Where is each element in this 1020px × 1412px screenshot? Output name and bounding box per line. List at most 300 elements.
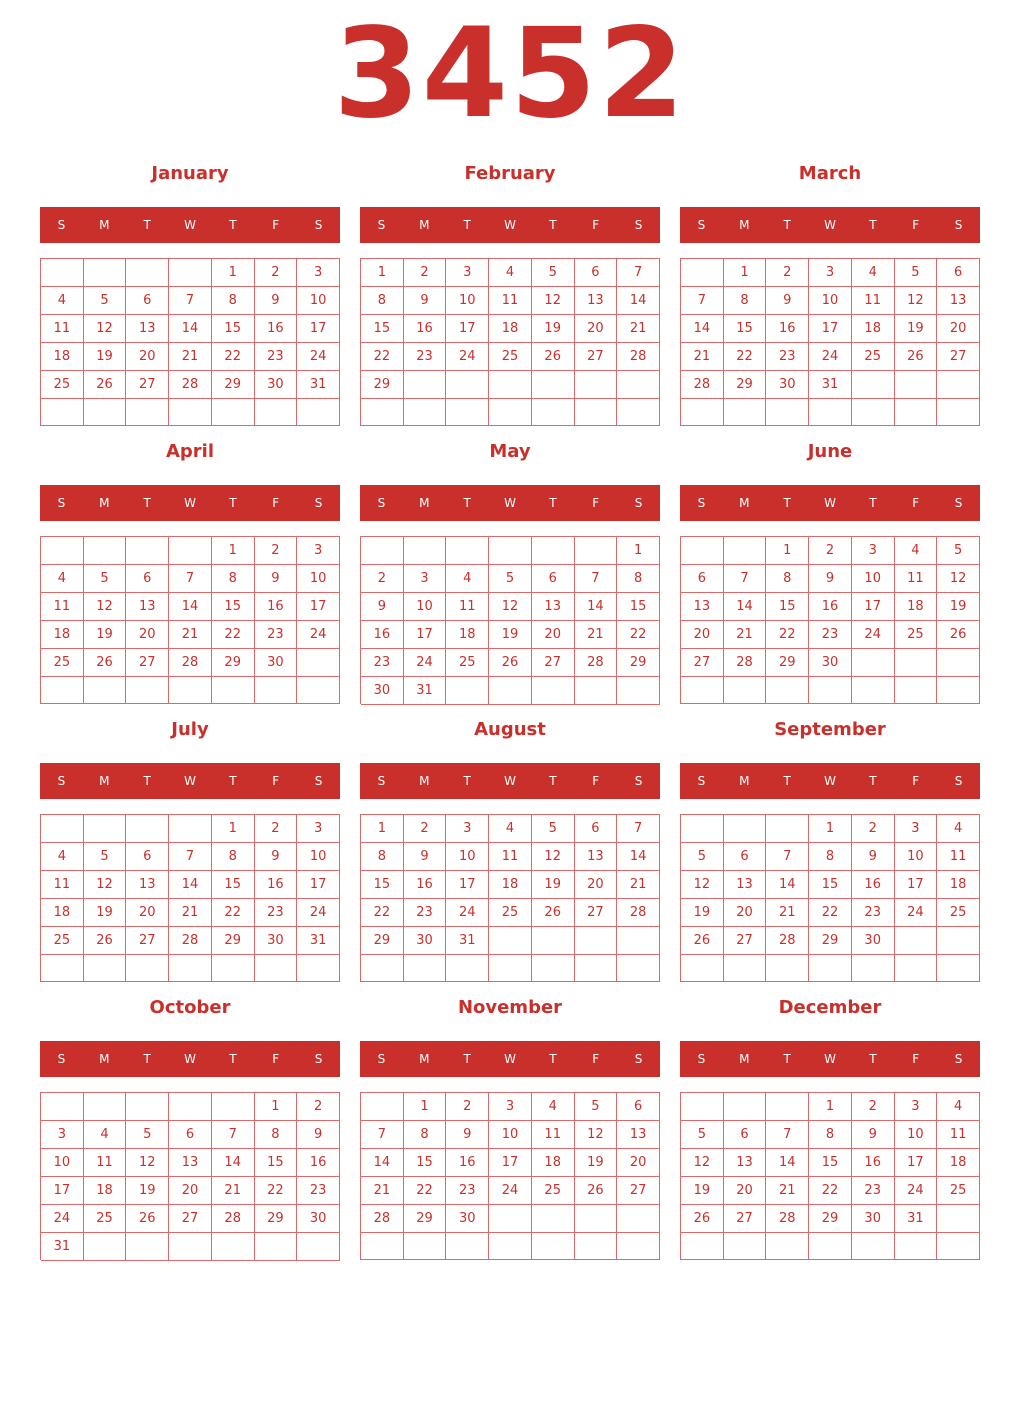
weekday-label: S bbox=[697, 1052, 706, 1066]
day-grid bbox=[360, 814, 660, 982]
day-cell bbox=[489, 677, 532, 705]
day-cell: 21 bbox=[724, 621, 767, 649]
day-cell: 13 bbox=[724, 871, 767, 899]
day-cell: 11 bbox=[895, 565, 938, 593]
day-cell: 1 bbox=[255, 1093, 298, 1121]
weekday-header bbox=[680, 1041, 980, 1077]
weekday-label: T bbox=[549, 218, 557, 232]
day-cell bbox=[404, 537, 447, 565]
day-cell bbox=[575, 927, 618, 955]
day-cell bbox=[809, 955, 852, 982]
day-cell bbox=[617, 955, 660, 982]
day-cell bbox=[766, 815, 809, 843]
weekday-label: F bbox=[912, 496, 920, 510]
day-cell bbox=[724, 537, 767, 565]
day-cell: 16 bbox=[404, 315, 447, 343]
weekday-label: T bbox=[869, 774, 877, 788]
day-cell: 19 bbox=[532, 871, 575, 899]
day-cell bbox=[681, 815, 724, 843]
day-cell: 25 bbox=[895, 621, 938, 649]
day-cell: 28 bbox=[169, 927, 212, 955]
day-cell: 20 bbox=[126, 621, 169, 649]
day-cell bbox=[681, 259, 724, 287]
day-cell: 15 bbox=[809, 871, 852, 899]
day-cell: 30 bbox=[404, 927, 447, 955]
day-cell bbox=[446, 371, 489, 399]
day-cell: 16 bbox=[809, 593, 852, 621]
day-cell: 14 bbox=[361, 1149, 404, 1177]
day-cell: 4 bbox=[852, 259, 895, 287]
weekday-label: T bbox=[783, 774, 791, 788]
day-cell bbox=[937, 649, 980, 677]
day-cell bbox=[766, 399, 809, 426]
day-cell: 19 bbox=[895, 315, 938, 343]
day-cell: 13 bbox=[126, 315, 169, 343]
day-cell bbox=[126, 677, 169, 704]
day-cell: 5 bbox=[575, 1093, 618, 1121]
day-cell: 25 bbox=[41, 649, 84, 677]
day-cell: 8 bbox=[766, 565, 809, 593]
day-cell: 14 bbox=[724, 593, 767, 621]
weekday-label: S bbox=[697, 218, 706, 232]
weekday-label: W bbox=[184, 774, 196, 788]
weekday-label: T bbox=[143, 496, 151, 510]
day-cell: 26 bbox=[895, 343, 938, 371]
day-cell bbox=[126, 815, 169, 843]
weekday-label: W bbox=[504, 774, 516, 788]
day-cell: 2 bbox=[446, 1093, 489, 1121]
day-cell: 10 bbox=[446, 843, 489, 871]
day-cell bbox=[809, 1233, 852, 1260]
day-cell: 15 bbox=[404, 1149, 447, 1177]
weekday-label: S bbox=[57, 496, 66, 510]
day-cell: 11 bbox=[41, 593, 84, 621]
day-cell: 19 bbox=[681, 1177, 724, 1205]
weekday-label: F bbox=[592, 218, 600, 232]
day-cell bbox=[852, 371, 895, 399]
day-cell bbox=[41, 399, 84, 426]
day-cell bbox=[532, 955, 575, 982]
day-cell: 11 bbox=[489, 287, 532, 315]
day-cell bbox=[169, 815, 212, 843]
day-cell: 28 bbox=[212, 1205, 255, 1233]
day-cell: 14 bbox=[169, 593, 212, 621]
month-name: January bbox=[151, 163, 229, 184]
day-cell: 23 bbox=[361, 649, 404, 677]
weekday-label: T bbox=[869, 218, 877, 232]
day-cell: 11 bbox=[84, 1149, 127, 1177]
day-cell bbox=[404, 399, 447, 426]
day-cell bbox=[126, 259, 169, 287]
day-cell: 4 bbox=[41, 287, 84, 315]
day-cell: 1 bbox=[361, 259, 404, 287]
weekday-label: T bbox=[869, 1052, 877, 1066]
day-cell: 20 bbox=[126, 899, 169, 927]
weekday-label: W bbox=[824, 218, 836, 232]
day-cell: 6 bbox=[724, 1121, 767, 1149]
day-cell: 10 bbox=[852, 565, 895, 593]
day-cell: 27 bbox=[681, 649, 724, 677]
day-cell: 14 bbox=[766, 871, 809, 899]
day-cell bbox=[532, 927, 575, 955]
day-cell: 27 bbox=[532, 649, 575, 677]
weekday-label: F bbox=[912, 774, 920, 788]
weekday-header bbox=[680, 485, 980, 521]
day-cell bbox=[489, 1233, 532, 1260]
day-cell bbox=[724, 1233, 767, 1260]
day-cell bbox=[212, 1233, 255, 1261]
weekday-header bbox=[40, 485, 340, 521]
day-cell: 8 bbox=[255, 1121, 298, 1149]
day-cell bbox=[169, 677, 212, 704]
day-cell: 14 bbox=[681, 315, 724, 343]
day-cell: 8 bbox=[212, 287, 255, 315]
day-cell: 21 bbox=[169, 621, 212, 649]
weekday-label: S bbox=[377, 218, 386, 232]
day-cell: 20 bbox=[617, 1149, 660, 1177]
day-cell bbox=[41, 955, 84, 982]
weekday-label: M bbox=[99, 1052, 110, 1066]
weekday-label: W bbox=[824, 774, 836, 788]
day-cell bbox=[446, 1233, 489, 1260]
day-cell: 27 bbox=[126, 371, 169, 399]
day-cell: 18 bbox=[84, 1177, 127, 1205]
day-grid bbox=[680, 536, 980, 704]
day-cell: 8 bbox=[212, 565, 255, 593]
day-cell: 20 bbox=[724, 1177, 767, 1205]
day-cell: 22 bbox=[404, 1177, 447, 1205]
day-cell: 29 bbox=[809, 927, 852, 955]
day-cell: 7 bbox=[617, 815, 660, 843]
day-cell: 19 bbox=[575, 1149, 618, 1177]
day-cell: 8 bbox=[361, 843, 404, 871]
day-cell: 19 bbox=[84, 899, 127, 927]
weekday-label: T bbox=[143, 1052, 151, 1066]
day-cell: 18 bbox=[41, 343, 84, 371]
day-cell: 15 bbox=[361, 871, 404, 899]
day-cell: 17 bbox=[489, 1149, 532, 1177]
weekday-label: M bbox=[739, 496, 750, 510]
weekday-label: T bbox=[549, 774, 557, 788]
day-cell: 22 bbox=[809, 899, 852, 927]
day-cell: 12 bbox=[532, 287, 575, 315]
day-cell: 15 bbox=[361, 315, 404, 343]
day-cell: 14 bbox=[766, 1149, 809, 1177]
day-cell: 14 bbox=[169, 871, 212, 899]
day-cell: 25 bbox=[489, 343, 532, 371]
day-cell: 24 bbox=[297, 621, 340, 649]
day-cell: 2 bbox=[297, 1093, 340, 1121]
day-cell bbox=[766, 1093, 809, 1121]
day-cell: 26 bbox=[575, 1177, 618, 1205]
day-cell: 27 bbox=[575, 899, 618, 927]
day-cell bbox=[724, 955, 767, 982]
day-cell: 3 bbox=[41, 1121, 84, 1149]
weekday-label: T bbox=[463, 774, 471, 788]
day-cell: 9 bbox=[766, 287, 809, 315]
day-cell: 21 bbox=[169, 343, 212, 371]
day-cell: 10 bbox=[809, 287, 852, 315]
day-cell: 23 bbox=[809, 621, 852, 649]
day-cell: 1 bbox=[212, 259, 255, 287]
day-cell bbox=[937, 927, 980, 955]
day-cell: 31 bbox=[809, 371, 852, 399]
day-cell: 10 bbox=[895, 843, 938, 871]
day-cell: 1 bbox=[766, 537, 809, 565]
day-cell bbox=[297, 677, 340, 704]
day-cell: 7 bbox=[766, 1121, 809, 1149]
weekday-label: W bbox=[184, 218, 196, 232]
day-cell: 12 bbox=[84, 871, 127, 899]
day-cell bbox=[575, 399, 618, 426]
day-cell: 7 bbox=[169, 843, 212, 871]
weekday-header bbox=[40, 207, 340, 243]
day-cell bbox=[489, 371, 532, 399]
day-cell: 20 bbox=[681, 621, 724, 649]
day-cell bbox=[532, 1233, 575, 1260]
day-cell: 28 bbox=[681, 371, 724, 399]
day-cell: 24 bbox=[489, 1177, 532, 1205]
day-cell: 17 bbox=[404, 621, 447, 649]
weekday-label: T bbox=[143, 218, 151, 232]
day-cell: 28 bbox=[766, 927, 809, 955]
day-cell: 16 bbox=[361, 621, 404, 649]
day-cell: 25 bbox=[937, 1177, 980, 1205]
day-cell: 9 bbox=[852, 843, 895, 871]
day-cell: 12 bbox=[681, 871, 724, 899]
day-cell: 26 bbox=[84, 371, 127, 399]
day-cell: 2 bbox=[255, 259, 298, 287]
day-cell bbox=[84, 399, 127, 426]
day-cell: 30 bbox=[852, 1205, 895, 1233]
day-cell bbox=[937, 371, 980, 399]
day-cell: 27 bbox=[169, 1205, 212, 1233]
weekday-label: T bbox=[869, 496, 877, 510]
day-cell: 16 bbox=[446, 1149, 489, 1177]
day-cell bbox=[126, 1093, 169, 1121]
day-grid bbox=[360, 258, 660, 426]
day-cell: 22 bbox=[724, 343, 767, 371]
day-cell: 13 bbox=[169, 1149, 212, 1177]
day-grid bbox=[40, 814, 340, 982]
day-cell: 28 bbox=[169, 649, 212, 677]
day-cell bbox=[255, 955, 298, 982]
day-cell: 25 bbox=[41, 927, 84, 955]
weekday-label: F bbox=[912, 1052, 920, 1066]
day-cell: 24 bbox=[809, 343, 852, 371]
day-cell: 16 bbox=[852, 871, 895, 899]
day-cell: 22 bbox=[212, 343, 255, 371]
day-cell bbox=[446, 399, 489, 426]
day-cell: 10 bbox=[41, 1149, 84, 1177]
day-cell: 28 bbox=[766, 1205, 809, 1233]
day-cell: 24 bbox=[404, 649, 447, 677]
day-cell bbox=[169, 1093, 212, 1121]
day-cell: 28 bbox=[575, 649, 618, 677]
day-cell: 5 bbox=[532, 815, 575, 843]
weekday-label: M bbox=[99, 218, 110, 232]
day-cell: 17 bbox=[895, 871, 938, 899]
weekday-label: W bbox=[824, 1052, 836, 1066]
day-cell: 26 bbox=[937, 621, 980, 649]
day-cell bbox=[255, 399, 298, 426]
weekday-label: T bbox=[549, 1052, 557, 1066]
day-cell: 2 bbox=[766, 259, 809, 287]
day-cell bbox=[255, 1233, 298, 1261]
day-cell: 1 bbox=[212, 815, 255, 843]
day-cell bbox=[532, 537, 575, 565]
weekday-label: T bbox=[783, 496, 791, 510]
day-cell: 9 bbox=[404, 287, 447, 315]
day-grid bbox=[40, 1092, 340, 1260]
day-cell: 6 bbox=[169, 1121, 212, 1149]
weekday-label: M bbox=[739, 218, 750, 232]
day-cell: 10 bbox=[446, 287, 489, 315]
day-cell: 29 bbox=[766, 649, 809, 677]
weekday-label: S bbox=[377, 496, 386, 510]
day-cell bbox=[532, 399, 575, 426]
weekday-label: M bbox=[419, 1052, 430, 1066]
day-cell bbox=[404, 371, 447, 399]
day-cell: 24 bbox=[297, 899, 340, 927]
day-cell: 25 bbox=[937, 899, 980, 927]
month-name: September bbox=[774, 719, 886, 740]
day-cell bbox=[617, 371, 660, 399]
day-cell: 24 bbox=[852, 621, 895, 649]
day-cell bbox=[937, 1205, 980, 1233]
month-name: May bbox=[489, 441, 531, 462]
day-cell bbox=[489, 955, 532, 982]
weekday-label: S bbox=[57, 1052, 66, 1066]
day-cell: 31 bbox=[404, 677, 447, 705]
day-cell: 6 bbox=[126, 565, 169, 593]
day-cell: 27 bbox=[724, 1205, 767, 1233]
weekday-label: T bbox=[549, 496, 557, 510]
day-cell: 26 bbox=[681, 927, 724, 955]
day-cell bbox=[84, 1093, 127, 1121]
day-cell: 17 bbox=[41, 1177, 84, 1205]
day-cell: 4 bbox=[532, 1093, 575, 1121]
day-cell: 2 bbox=[361, 565, 404, 593]
weekday-label: M bbox=[99, 774, 110, 788]
day-cell: 13 bbox=[681, 593, 724, 621]
day-cell: 5 bbox=[895, 259, 938, 287]
day-cell: 23 bbox=[852, 1177, 895, 1205]
day-cell: 9 bbox=[361, 593, 404, 621]
day-cell: 18 bbox=[446, 621, 489, 649]
day-cell: 5 bbox=[126, 1121, 169, 1149]
day-cell: 25 bbox=[84, 1205, 127, 1233]
weekday-label: T bbox=[229, 774, 237, 788]
weekday-label: W bbox=[184, 496, 196, 510]
day-cell: 11 bbox=[446, 593, 489, 621]
day-cell: 2 bbox=[404, 815, 447, 843]
day-cell bbox=[532, 1205, 575, 1233]
day-cell: 8 bbox=[809, 1121, 852, 1149]
day-cell: 25 bbox=[41, 371, 84, 399]
weekday-label: F bbox=[272, 496, 280, 510]
day-cell: 10 bbox=[297, 287, 340, 315]
day-cell: 13 bbox=[532, 593, 575, 621]
day-cell: 29 bbox=[724, 371, 767, 399]
day-cell: 16 bbox=[255, 871, 298, 899]
day-cell: 29 bbox=[212, 371, 255, 399]
day-cell bbox=[41, 259, 84, 287]
day-cell: 9 bbox=[255, 565, 298, 593]
day-cell: 28 bbox=[169, 371, 212, 399]
day-cell bbox=[575, 371, 618, 399]
day-cell: 2 bbox=[809, 537, 852, 565]
day-cell: 2 bbox=[255, 537, 298, 565]
day-cell: 11 bbox=[937, 1121, 980, 1149]
month-name: October bbox=[149, 997, 231, 1018]
day-cell: 27 bbox=[617, 1177, 660, 1205]
day-cell bbox=[852, 1233, 895, 1260]
day-cell: 13 bbox=[575, 843, 618, 871]
weekday-label: T bbox=[143, 774, 151, 788]
weekday-label: S bbox=[634, 1052, 643, 1066]
day-cell: 3 bbox=[297, 537, 340, 565]
day-cell: 10 bbox=[297, 565, 340, 593]
day-cell bbox=[297, 1233, 340, 1261]
day-cell bbox=[617, 1233, 660, 1260]
day-cell: 21 bbox=[361, 1177, 404, 1205]
weekday-label: M bbox=[99, 496, 110, 510]
day-cell: 20 bbox=[937, 315, 980, 343]
day-cell: 30 bbox=[255, 927, 298, 955]
day-cell: 11 bbox=[852, 287, 895, 315]
day-cell: 14 bbox=[617, 843, 660, 871]
weekday-label: S bbox=[314, 496, 323, 510]
day-cell bbox=[532, 677, 575, 705]
day-cell: 3 bbox=[297, 259, 340, 287]
day-cell: 5 bbox=[84, 843, 127, 871]
day-cell: 17 bbox=[446, 871, 489, 899]
day-cell: 15 bbox=[212, 315, 255, 343]
day-cell: 8 bbox=[361, 287, 404, 315]
day-cell bbox=[852, 649, 895, 677]
weekday-label: S bbox=[954, 496, 963, 510]
day-cell: 16 bbox=[255, 593, 298, 621]
day-cell bbox=[937, 677, 980, 704]
day-cell: 15 bbox=[212, 593, 255, 621]
day-cell: 18 bbox=[852, 315, 895, 343]
month-name: August bbox=[474, 719, 546, 740]
day-cell: 26 bbox=[126, 1205, 169, 1233]
day-cell: 15 bbox=[766, 593, 809, 621]
day-cell bbox=[169, 1233, 212, 1261]
day-cell bbox=[895, 649, 938, 677]
day-grid bbox=[680, 258, 980, 426]
day-cell: 27 bbox=[724, 927, 767, 955]
day-cell: 7 bbox=[681, 287, 724, 315]
weekday-label: F bbox=[272, 1052, 280, 1066]
day-cell bbox=[681, 399, 724, 426]
day-cell: 5 bbox=[681, 1121, 724, 1149]
day-cell bbox=[681, 1093, 724, 1121]
day-cell bbox=[895, 677, 938, 704]
day-grid bbox=[40, 258, 340, 426]
day-cell bbox=[895, 399, 938, 426]
day-cell: 19 bbox=[126, 1177, 169, 1205]
day-cell: 17 bbox=[852, 593, 895, 621]
day-cell: 7 bbox=[617, 259, 660, 287]
day-cell: 23 bbox=[255, 621, 298, 649]
day-cell: 15 bbox=[255, 1149, 298, 1177]
day-cell bbox=[681, 1233, 724, 1260]
day-cell: 1 bbox=[212, 537, 255, 565]
day-cell: 27 bbox=[126, 927, 169, 955]
